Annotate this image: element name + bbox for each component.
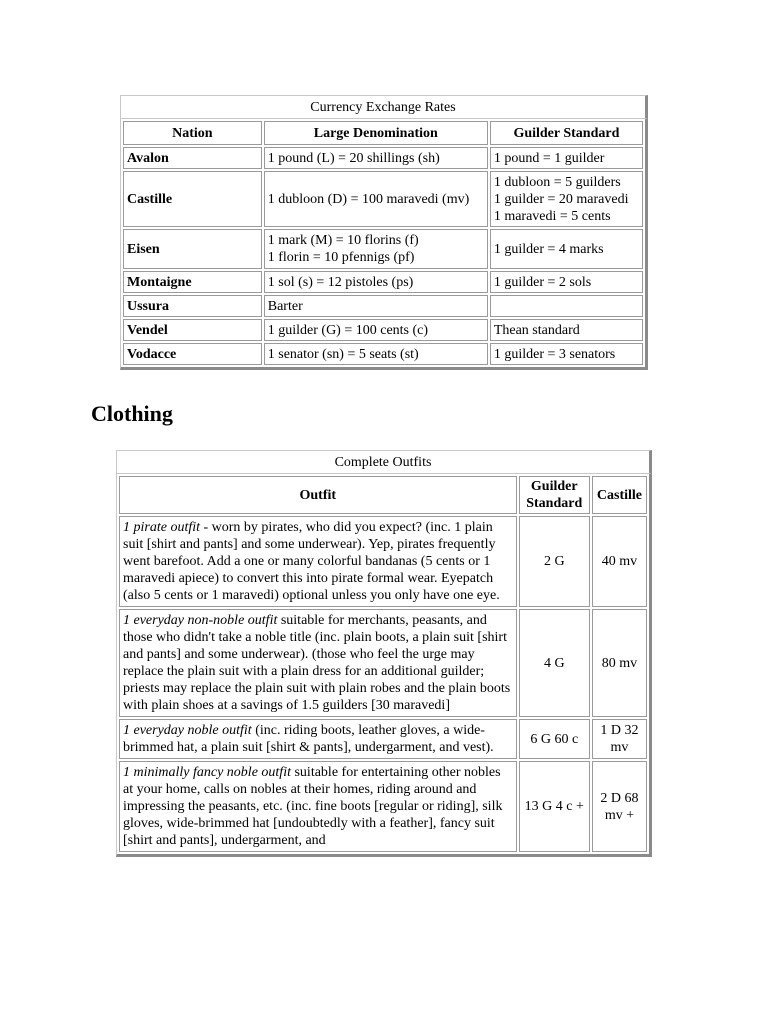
outfit-description-cell [119,761,517,852]
currency-table-caption: Currency Exchange Rates [120,95,648,118]
header-nation: Nation [123,121,262,145]
guilder-price-cell: 4 G [519,609,590,717]
guilder-line: 1 guilder = 20 maravedi [493,191,629,207]
large-line: 1 sol (s) = 12 pistoles (ps) [267,274,414,290]
complete-outfits-table [116,450,652,857]
nation-cell: Montaigne [123,271,262,293]
outfits-table-caption: Complete Outfits [116,450,652,473]
guilder-price-cell: 2 G [519,516,590,607]
castille-price-cell: 1 D 32 mv [592,719,647,759]
large-line: 1 pound (L) = 20 shillings (sh) [267,150,440,166]
guilder-line: Thean standard [493,322,580,338]
outfit-description: suitable for entertaining other nobles at your home, calls on nobles at their homes, riding around and impressing the peasants, etc. (inc. fine boots [regular or riding], silk gloves, wide-brimmed hat [undoubtedly with a feather], fancy suit [shirt and pants], undergarment, and [123,765,503,848]
guilder-line: 1 guilder = 4 marks [493,241,604,257]
large-line: Barter [267,298,303,314]
outfit-description: suitable for merchants, peasants, and those who didn't take a noble title (inc. plain boots, a plain suit [shirt and pants] and some underwear). (those who feel the urge may replace the plain suit with a plain dress for an additional guilder; priests may replace the plain suit with plain robes and the plain boots with plain shoes at a savings of 1.5 guilders [30 maravedi] [123,613,511,713]
castille-price-cell: 40 mv [592,516,647,607]
outfit-description-cell [119,609,517,717]
nation-cell: Vodacce [123,343,262,365]
outfit-description: (inc. riding boots, leather gloves, a wide-brimmed hat, a plain suit [shirt & pants], undergarment, and vest). [123,723,494,755]
castille-price-cell: 2 D 68 mv + [592,761,647,852]
guilder-line: 1 guilder = 3 senators [493,346,616,362]
guilder-line: 1 pound = 1 guilder [493,150,605,166]
nation-cell: Ussura [123,295,262,317]
large-line: 1 guilder (G) = 100 cents (c) [267,322,429,338]
header-outfit: Outfit [119,476,517,514]
header-guilder-standard [519,476,590,514]
outfit-name: 1 minimally fancy noble outfit [123,765,291,780]
nation-cell: Vendel [123,319,262,341]
nation-cell: Castille [123,171,262,227]
large-line: 1 florin = 10 pfennigs (pf) [267,250,415,265]
header-castille: Castille [592,476,647,514]
large-line: 1 dubloon (D) = 100 maravedi (mv) [267,191,470,207]
outfit-description-cell [119,516,517,607]
guilder-price-cell: 6 G 60 c [519,719,590,759]
outfit-name: 1 everyday non-noble outfit [123,613,278,628]
nation-cell: Avalon [123,147,262,169]
header-guilder-line1: Guilder [530,479,578,494]
header-guilder-standard: Guilder Standard [490,121,643,145]
outfit-description-cell [119,719,517,759]
large-line: 1 senator (sn) = 5 seats (st) [267,346,419,362]
outfit-description: - worn by pirates, who did you expect? (inc. 1 plain suit [shirt and pants] and some underwear). Yep, pirates frequently went barefoot. Add a one or many colorful bandanas (5 cents or 1 maravedi apiece) to convert this into pirate formal wear. Eyepatch (also 5 cents or 1 maravedi) optional unless you only have one eye. [123,520,500,603]
outfit-name: 1 everyday noble outfit [123,723,252,738]
outfit-name: 1 pirate outfit [123,520,200,535]
outfit-row [119,609,647,717]
header-large-denomination: Large Denomination [264,121,488,145]
outfit-row [119,719,647,759]
outfit-row [119,761,647,852]
guilder-line: 1 maravedi = 5 cents [493,208,611,224]
guilder-price-cell: 13 G 4 c + [519,761,590,852]
large-line: 1 mark (M) = 10 florins (f) [267,233,419,248]
outfit-row [119,516,647,607]
header-guilder-line2: Standard [526,496,583,511]
section-heading-clothing: Clothing [91,401,173,426]
castille-price-cell: 80 mv [592,609,647,717]
guilder-line: 1 dubloon = 5 guilders [493,174,621,190]
nation-cell: Eisen [123,229,262,269]
guilder-line: 1 guilder = 2 sols [493,274,592,290]
